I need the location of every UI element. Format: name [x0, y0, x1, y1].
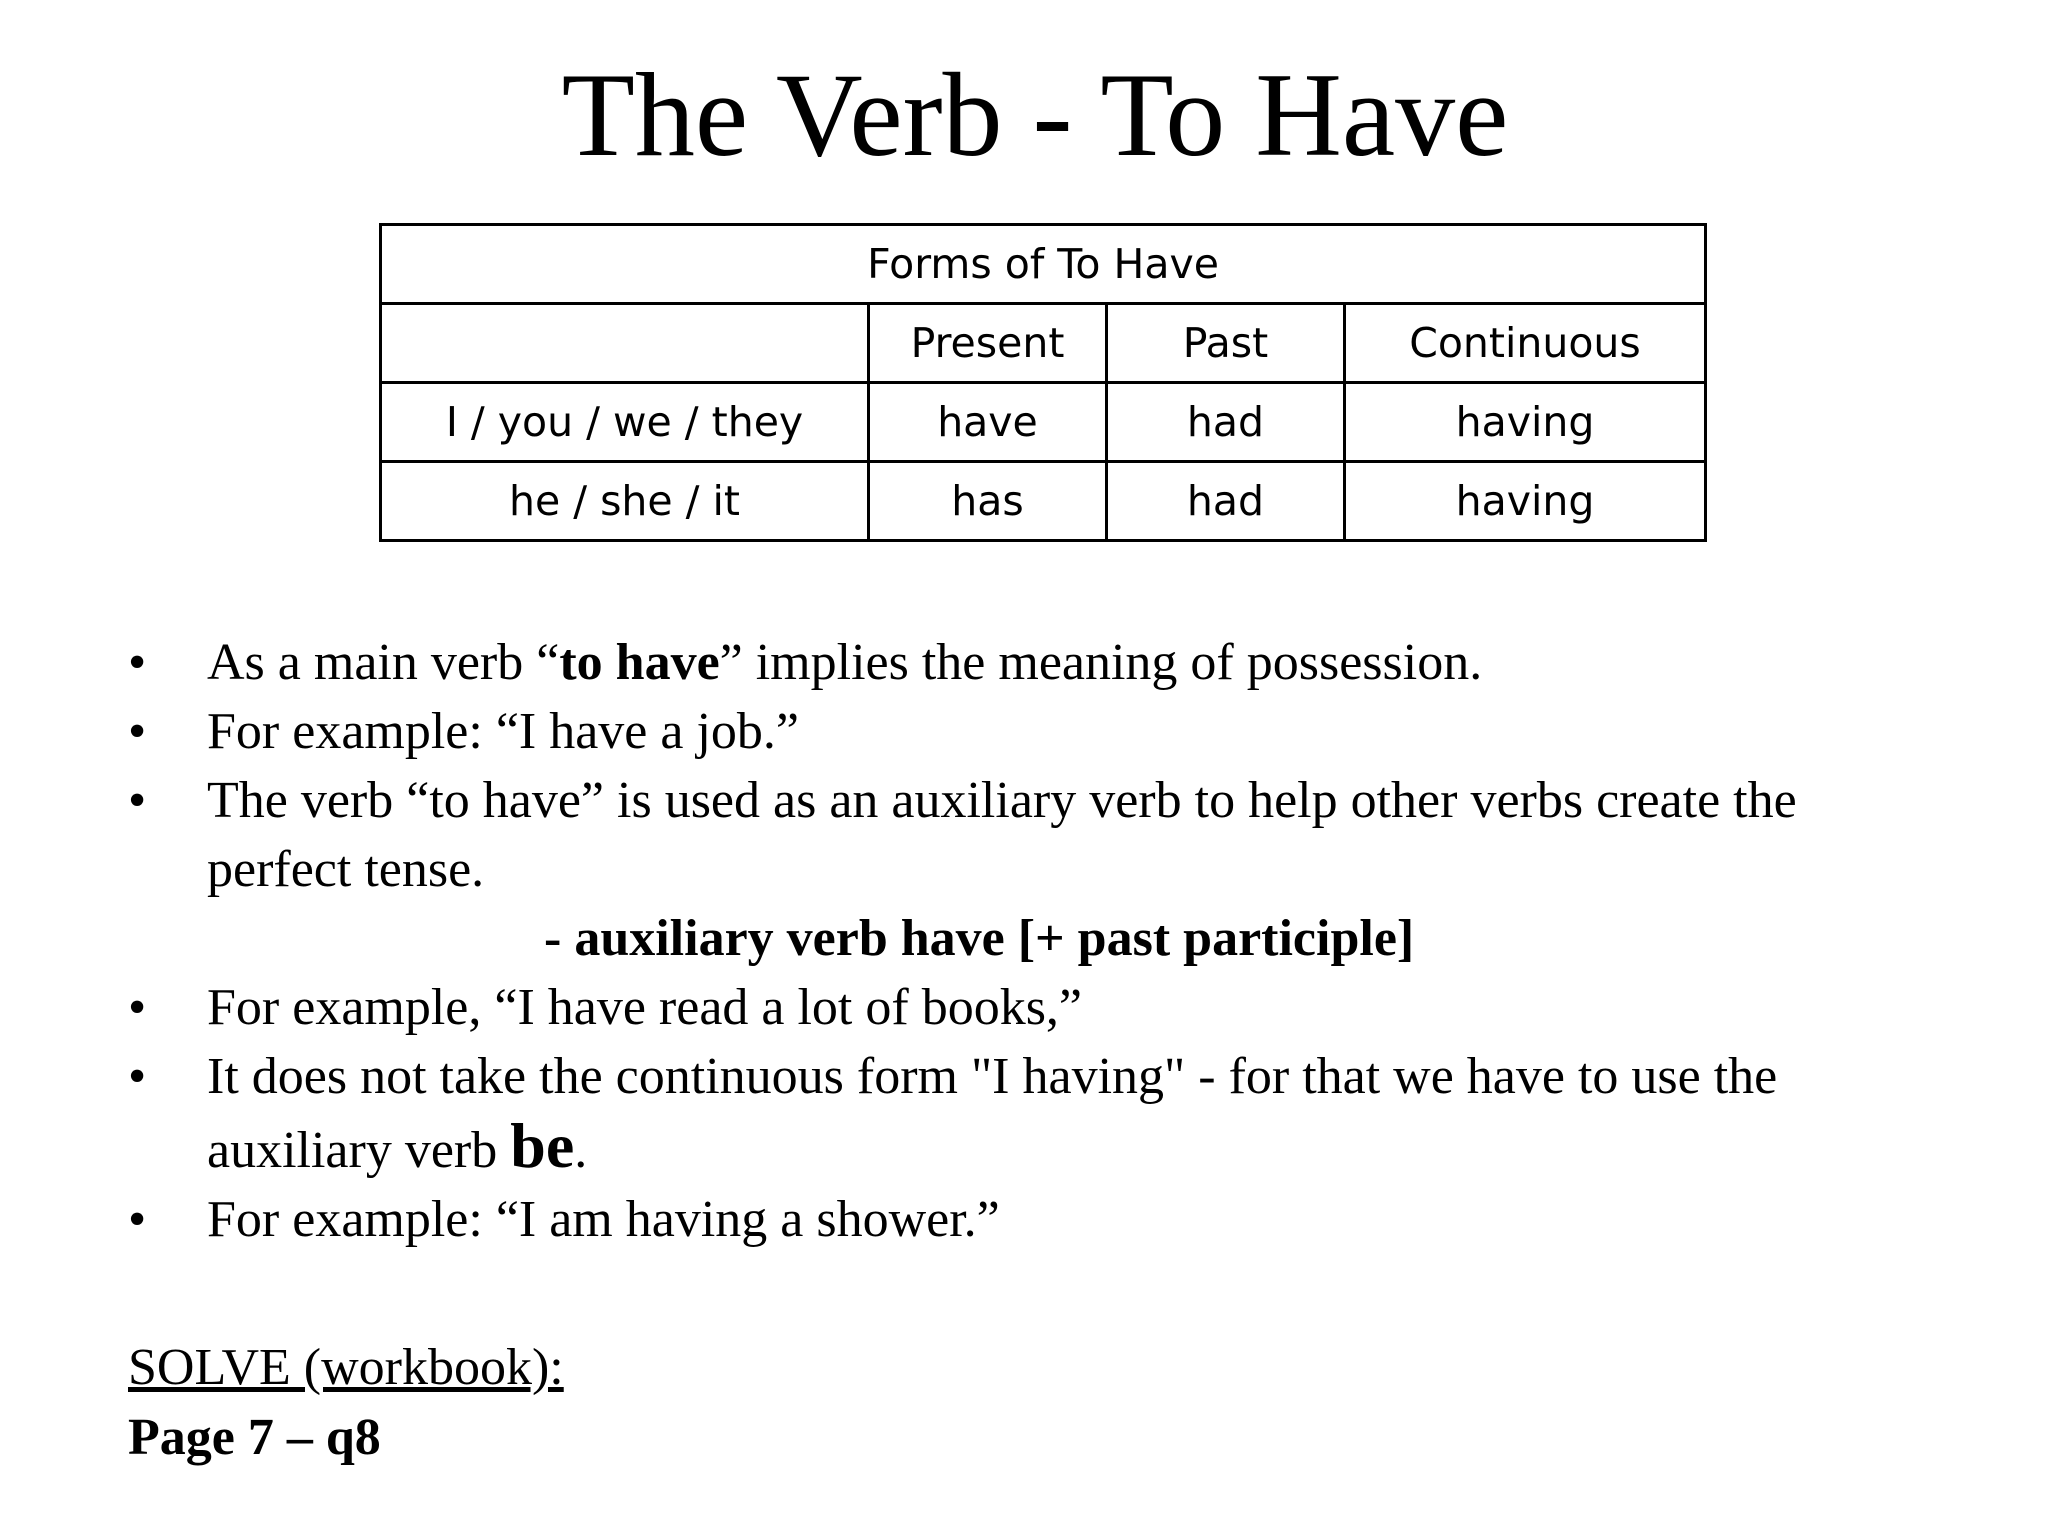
bullet-icon: • — [128, 979, 147, 1036]
bullet-text: For example: “I am having a shower.” — [207, 1191, 1000, 1248]
bullet-text: As a main verb “ — [207, 634, 560, 691]
footer — [128, 1333, 564, 1473]
slide-title: The Verb - To Have — [561, 48, 1509, 181]
bullet-bold-text: be — [510, 1110, 575, 1181]
header-cell-past: Past — [1107, 304, 1345, 383]
bullet-item-auxiliary — [128, 766, 2028, 904]
header-cell-continuous: Continuous — [1345, 304, 1706, 383]
bullet-item-example-shower — [128, 1185, 2028, 1254]
bullet-text: The verb “to have” is used as an auxiliary verb to help other verbs create the — [207, 772, 1797, 829]
solve-label: SOLVE (workbook): — [128, 1339, 564, 1396]
forms-table — [379, 223, 1707, 542]
bullet-list — [128, 628, 2028, 1254]
bullet-icon: • — [128, 634, 147, 691]
bullet-icon: • — [128, 772, 147, 829]
bullet-item-example-job — [128, 697, 2028, 766]
bullet-bold-text: to have — [559, 634, 720, 691]
bullet-text: For example: “I have a job.” — [207, 703, 799, 760]
table-cell-present: have — [869, 383, 1107, 462]
bullet-text: It does not take the continuous form "I having" - for that we have to use the — [207, 1048, 1778, 1105]
table-caption: Forms of To Have — [381, 225, 1706, 304]
bullet-text: perfect tense. — [207, 841, 485, 898]
table-cell-present: has — [869, 462, 1107, 541]
header-cell-empty — [381, 304, 869, 383]
table-row — [381, 383, 1706, 462]
bullet-icon: • — [128, 703, 147, 760]
bullet-item-example-books — [128, 973, 2028, 1042]
bullet-text: auxiliary verb — [207, 1122, 511, 1179]
table-row — [381, 462, 1706, 541]
bullet-text: For example, “I have read a lot of books,” — [207, 979, 1083, 1036]
bullet-text: . — [574, 1122, 588, 1179]
table-header-row — [381, 304, 1706, 383]
table-cell-subject: I / you / we / they — [381, 383, 869, 462]
bullet-item-continuous — [128, 1042, 2028, 1185]
table-cell-continuous: having — [1345, 383, 1706, 462]
table-cell-past: had — [1107, 462, 1345, 541]
bullet-icon: • — [128, 1191, 147, 1248]
page-reference: Page 7 – q8 — [128, 1409, 381, 1466]
table-cell-continuous: having — [1345, 462, 1706, 541]
bullet-item-possession — [128, 628, 2028, 697]
header-cell-present: Present — [869, 304, 1107, 383]
bullet-icon: • — [128, 1048, 147, 1105]
table-cell-past: had — [1107, 383, 1345, 462]
bullet-text: ” implies the meaning of possession. — [719, 634, 1483, 691]
formula-line: - auxiliary verb have [+ past participle] — [544, 910, 1415, 967]
table-caption-row — [381, 225, 1706, 304]
table-cell-subject: he / she / it — [381, 462, 869, 541]
